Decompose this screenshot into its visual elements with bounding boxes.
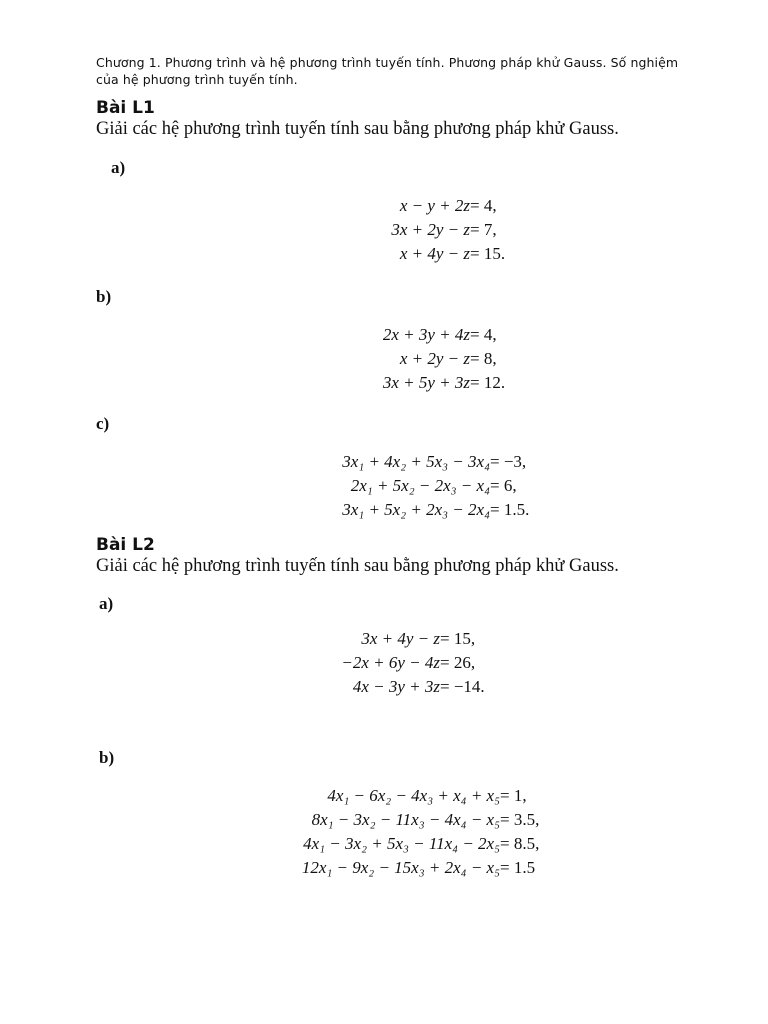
equation-row xyxy=(330,627,485,651)
equation-row xyxy=(360,194,505,218)
equation-lhs: 4x₁ − 3x₂ + 5x₃ − 11x₄ − 2x₅ xyxy=(303,834,500,853)
problem-instruction-l2: Giải các hệ phương trình tuyến tính sau bằng phương pháp khử Gauss. xyxy=(96,556,619,576)
equation-rhs: = 6, xyxy=(490,476,517,495)
equation-row xyxy=(300,498,529,522)
equation-rhs: = 15. xyxy=(470,244,506,263)
equation-lhs: 12x₁ − 9x₂ − 15x₃ + 2x₄ − x₅ xyxy=(301,858,500,877)
equation-lhs: 3x₁ + 5x₂ + 2x₃ − 2x₄ xyxy=(342,500,490,519)
equation-lhs: 2x + 3y + 4z xyxy=(382,325,470,344)
equation-lhs: x + 2y − z xyxy=(399,349,470,368)
equation-row xyxy=(300,450,529,474)
equation-rhs: = 3.5, xyxy=(500,810,540,829)
equation-system-l2-a xyxy=(330,627,485,699)
equation-row xyxy=(330,675,485,699)
equation-lhs: −2x + 6y − 4z xyxy=(341,653,440,672)
equation-rhs: = 8, xyxy=(470,349,497,368)
equation-rhs: = 7, xyxy=(470,220,497,239)
equation-lhs: x − y + 2z xyxy=(399,196,470,215)
equation-row xyxy=(330,651,485,675)
equation-rhs: = 8.5, xyxy=(500,834,540,853)
part-label-l2-a: a) xyxy=(99,594,114,613)
equation-lhs: 4x₁ − 6x₂ − 4x₃ + x₄ + x₅ xyxy=(327,786,500,805)
equation-row xyxy=(270,856,539,880)
equation-rhs: = 4, xyxy=(470,325,497,344)
equation-row xyxy=(360,242,505,266)
equation-lhs: 3x + 5y + 3z xyxy=(382,373,470,392)
equation-row xyxy=(360,218,505,242)
equation-lhs: 3x₁ + 4x₂ + 5x₃ − 3x₄ xyxy=(342,452,490,471)
equation-row xyxy=(270,832,539,856)
equation-row xyxy=(350,323,505,347)
part-label-l1-a: a) xyxy=(111,158,126,177)
equation-rhs: = 15, xyxy=(440,629,476,648)
equation-rhs: = −3, xyxy=(490,452,527,471)
equation-rhs: = 1.5 xyxy=(500,858,536,877)
equation-lhs: x + 4y − z xyxy=(399,244,470,263)
chapter-header: Chương 1. Phương trình và hệ phương trình tuyến tính. Phương pháp khử Gauss. Số nghiệm của hệ phương trình tuyến tính. xyxy=(96,55,679,87)
part-label-l1-c: c) xyxy=(96,414,110,433)
part-label-l1-b: b) xyxy=(96,287,112,306)
equation-row xyxy=(270,808,539,832)
equation-lhs: 3x + 2y − z xyxy=(391,220,470,239)
equation-row xyxy=(350,371,505,395)
problem-title-l2: Bài L2 xyxy=(96,535,155,555)
equation-lhs: 3x + 4y − z xyxy=(361,629,440,648)
part-label-l2-b: b) xyxy=(99,748,115,767)
equation-row xyxy=(270,784,539,808)
problem-instruction-l1: Giải các hệ phương trình tuyến tính sau bằng phương pháp khử Gauss. xyxy=(96,119,619,139)
equation-system-l1-c xyxy=(300,450,529,522)
equation-system-l1-a xyxy=(360,194,505,266)
equation-rhs: = 12. xyxy=(470,373,506,392)
equation-rhs: = −14. xyxy=(440,677,485,696)
equation-lhs: 2x₁ + 5x₂ − 2x₃ − x₄ xyxy=(350,476,490,495)
equation-rhs: = 26, xyxy=(440,653,476,672)
equation-lhs: 4x − 3y + 3z xyxy=(352,677,440,696)
equation-row xyxy=(350,347,505,371)
equation-rhs: = 1, xyxy=(500,786,527,805)
equation-rhs: = 1.5. xyxy=(490,500,530,519)
equation-system-l2-b xyxy=(270,784,539,880)
equation-lhs: 8x₁ − 3x₂ − 11x₃ − 4x₄ − x₅ xyxy=(311,810,500,829)
problem-title-l1: Bài L1 xyxy=(96,98,155,118)
equation-system-l1-b xyxy=(350,323,505,395)
equation-row xyxy=(300,474,529,498)
equation-rhs: = 4, xyxy=(470,196,497,215)
